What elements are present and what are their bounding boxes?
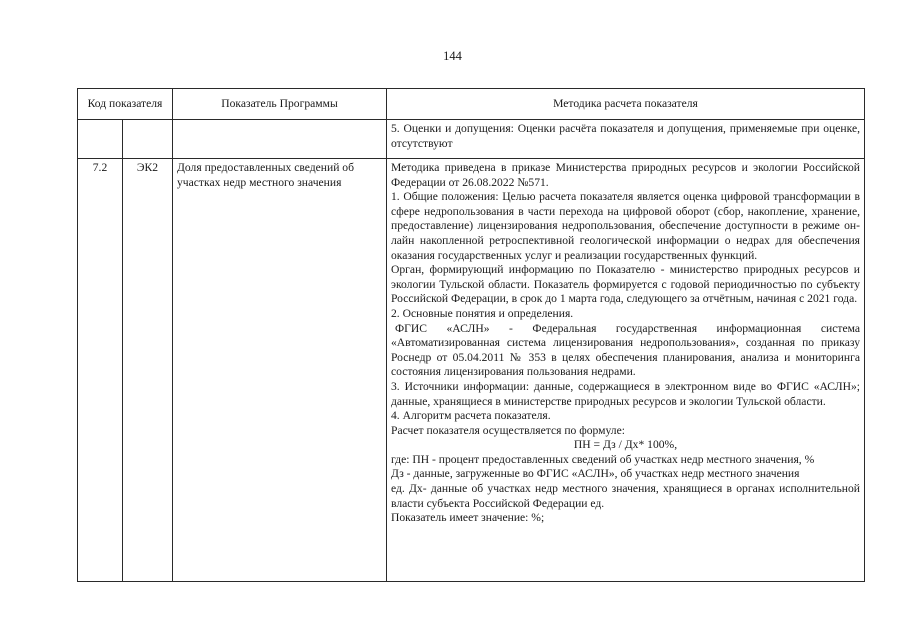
method-paragraph: Методика приведена в приказе Министерства природных ресурсов и экологии Российской Федерации от 26.08.2022 №571. [391,161,860,189]
method-paragraph: 1. Общие положения: Целью расчета показателя является оценка цифровой трансформации в сфере недропользования в части перехода на цифровой оборот (сбор, накопление, хранение, предоставление) лицензирования недропользования, обеспечение доступности в режиме он-лайн накопленной ретроспективной геологической информации о недрах для обеспечения оказания государственных услуг и реализации государственных функций. [391,190,860,262]
header-row [78,89,865,120]
method-formula: ПН = Дз / Дх* 100%, [573,438,678,452]
method-paragraph: Дз - данные, загруженные во ФГИС «АСЛН», об участках недр местного значения [391,467,800,481]
methodology-table [77,88,865,582]
continued-method-cell [387,120,865,159]
method-paragraph: 3. Источники информации: данные, содержащиеся в электронном виде во ФГИС «АСЛН»; данные, хранящиеся в министерстве природных ресурсов и экологии Тульской области. [391,379,860,408]
method-paragraph: Показатель имеет значение: %; [391,511,545,525]
method-paragraph: 4. Алгоритм расчета показателя. [391,409,551,423]
header-indicator: Показатель Программы [173,89,387,120]
table-row [78,159,865,582]
continued-number-cell [78,120,123,159]
continued-method-text: 5. Оценки и допущения: Оценки расчёта показателя и допущения, применяемые при оценке, отсутствуют [391,122,860,150]
continued-code-cell [123,120,173,159]
row-number: 7.2 [78,159,123,582]
method-paragraph: Орган, формирующий информацию по Показателю - министерство природных ресурсов и экологии Тульской области. Показатель формируется с годовой периодичностью по субъекту Российской Федерации, в срок до 1 марта года, следующего за отчётным, начиная с 2021 года. [391,263,860,306]
row-code: ЭК2 [123,159,173,582]
header-method: Методика расчета показателя [387,89,865,120]
row-method [387,159,865,582]
method-paragraph: Расчет показателя осуществляется по формуле: [391,423,625,437]
continued-row [78,120,865,159]
method-paragraph: ед. Дх- данные об участках недр местного значения, хранящиеся в органах исполнительной власти субъекта Российской Федерации ед. [391,482,860,510]
page-number: 144 [443,49,462,63]
row-indicator: Доля предоставленных сведений об участках недр местного значения [173,159,387,582]
continued-indicator-cell [173,120,387,159]
header-code: Код показателя [78,89,173,120]
method-paragraph: ФГИС «АСЛН» - Федеральная государственная информационная система «Автоматизированная система лицензирования недропользования», созданная по приказу Роснедр от 05.04.2011 № 353 в целях обеспечения планирования, анализа и мониторинга состояния лицензирования пользования недрами. [391,321,860,379]
method-paragraph: 2. Основные понятия и определения. [391,306,574,320]
method-paragraph: где: ПН - процент предоставленных сведений об участках недр местного значения, % [391,452,815,466]
